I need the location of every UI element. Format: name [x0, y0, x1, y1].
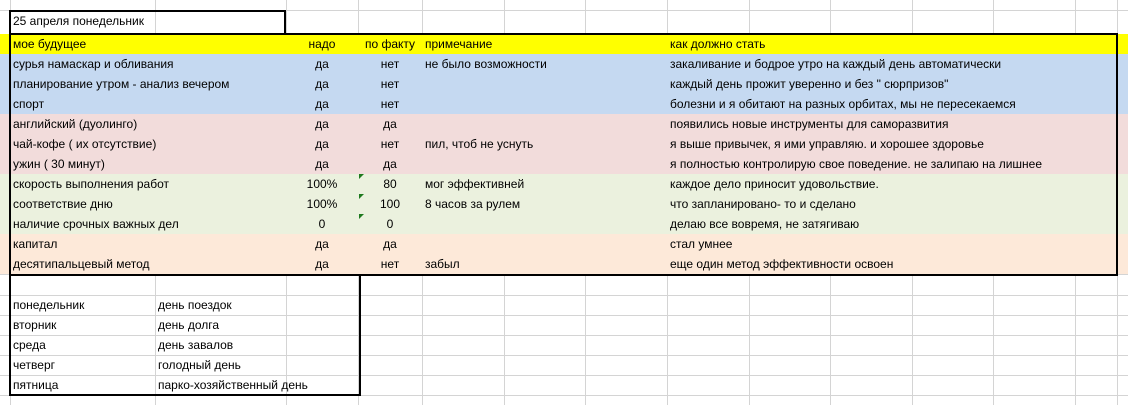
day-name[interactable]: вторник	[13, 318, 57, 332]
table-row	[0, 74, 1128, 94]
row-need[interactable]: да	[315, 157, 329, 171]
row-name[interactable]: планирование утром - анализ вечером	[13, 77, 230, 91]
row-goal[interactable]: появились новые инструменты для саморазвития	[670, 117, 949, 131]
number-as-text-indicator	[359, 174, 364, 179]
header-row	[0, 34, 1128, 54]
header-fact[interactable]: по факту	[364, 37, 416, 51]
day-name[interactable]: четверг	[13, 358, 55, 372]
row-fact[interactable]: 100	[379, 197, 401, 211]
day-name[interactable]: понедельник	[13, 298, 85, 312]
row-fact[interactable]: да	[383, 157, 397, 171]
row-need[interactable]: да	[315, 137, 329, 151]
row-name[interactable]: сурья намаскар и обливания	[13, 57, 174, 71]
header-name[interactable]: мое будущее	[13, 37, 87, 51]
row-need[interactable]: да	[315, 257, 329, 271]
list-item	[0, 315, 360, 335]
day-description[interactable]: парко-хозяйственный день	[158, 378, 308, 392]
row-fact[interactable]: нет	[380, 57, 400, 71]
row-goal[interactable]: каждый день прожит уверенно и без " сюрпризов"	[670, 77, 949, 91]
list-item	[0, 335, 360, 355]
row-goal[interactable]: болезни и я обитают на разных орбитах, мы не пересекаемся	[670, 97, 1016, 111]
header-note[interactable]: примечание	[425, 37, 493, 51]
row-goal[interactable]: стал умнее	[670, 237, 733, 251]
row-fact[interactable]: да	[383, 237, 397, 251]
row-note[interactable]: пил, чтоб не уснуть	[425, 137, 534, 151]
row-note[interactable]: 8 часов за рулем	[425, 197, 521, 211]
day-description[interactable]: день долга	[158, 318, 220, 332]
row-need[interactable]: 100%	[306, 177, 338, 191]
row-need[interactable]: да	[315, 57, 329, 71]
row-note[interactable]: не было возможности	[425, 57, 547, 71]
table-row	[0, 114, 1128, 134]
row-name[interactable]: английский (дуолинго)	[13, 117, 138, 131]
row-note[interactable]	[422, 74, 667, 94]
list-item	[0, 295, 360, 315]
row-fact[interactable]: нет	[380, 97, 400, 111]
row-name[interactable]: наличие срочных важных дел	[13, 217, 179, 231]
row-need[interactable]: да	[315, 117, 329, 131]
row-fact[interactable]: нет	[380, 77, 400, 91]
table-row	[0, 234, 1128, 254]
row-note[interactable]	[422, 234, 667, 254]
table-row	[0, 194, 1128, 214]
table-row	[0, 254, 1128, 274]
row-fact[interactable]: да	[383, 117, 397, 131]
table-row	[0, 54, 1128, 74]
row-name[interactable]: ужин ( 30 минут)	[13, 157, 105, 171]
row-goal[interactable]: я полностью контролирую свое поведение. не залипаю на лишнее	[670, 157, 1043, 171]
table-row	[0, 214, 1128, 234]
row-goal[interactable]: я выше привычек, я ими управляю. и хорошее здоровье	[670, 137, 984, 151]
row-name[interactable]: скорость выполнения работ	[13, 177, 169, 191]
number-as-text-indicator	[359, 194, 364, 199]
row-name[interactable]: чай-кофе ( их отсутствие)	[13, 137, 157, 151]
row-name[interactable]: соответствие дню	[13, 197, 113, 211]
list-item	[0, 375, 360, 395]
row-note[interactable]: забыл	[425, 257, 460, 271]
date-cell[interactable]: 25 апреля понедельник	[13, 14, 144, 28]
row-note[interactable]	[422, 114, 667, 134]
row-goal[interactable]: делаю все вовремя, не затягиваю	[670, 217, 860, 231]
row-fact[interactable]: нет	[380, 257, 400, 271]
row-need[interactable]: да	[315, 237, 329, 251]
row-note[interactable]	[422, 154, 667, 174]
table-row	[0, 154, 1128, 174]
row-name[interactable]: спорт	[13, 97, 45, 111]
row-fact[interactable]: 80	[383, 177, 397, 191]
row-name[interactable]: капитал	[13, 237, 58, 251]
row-note[interactable]: мог эффективней	[425, 177, 525, 191]
table-row	[0, 94, 1128, 114]
table-row	[0, 174, 1128, 194]
day-description[interactable]: день поездок	[158, 298, 232, 312]
row-goal[interactable]: закаливание и бодрое утро на каждый день автоматически	[670, 57, 1002, 71]
header-need[interactable]: надо	[308, 37, 336, 51]
list-item	[0, 355, 360, 375]
row-goal[interactable]: что запланировано- то и сделано	[670, 197, 856, 211]
row-need[interactable]: 100%	[306, 197, 338, 211]
row-name[interactable]: десятипальцевый метод	[13, 257, 150, 271]
row-note[interactable]	[422, 214, 667, 234]
day-description[interactable]: голодный день	[158, 358, 241, 372]
row-note[interactable]	[422, 94, 667, 114]
date-row	[0, 11, 1128, 31]
row-fact[interactable]: 0	[386, 217, 394, 231]
day-name[interactable]: пятница	[13, 378, 59, 392]
day-name[interactable]: среда	[13, 338, 46, 352]
header-goal[interactable]: как должно стать	[670, 37, 766, 51]
row-goal[interactable]: каждое дело приносит удовольствие.	[670, 177, 879, 191]
row-need[interactable]: да	[315, 77, 329, 91]
number-as-text-indicator	[359, 214, 364, 219]
row-goal[interactable]: еще один метод эффективности освоен	[670, 257, 894, 271]
day-description[interactable]: день завалов	[158, 338, 234, 352]
row-need[interactable]: да	[315, 97, 329, 111]
table-row	[0, 134, 1128, 154]
row-need[interactable]: 0	[318, 217, 326, 231]
row-fact[interactable]: нет	[380, 137, 400, 151]
